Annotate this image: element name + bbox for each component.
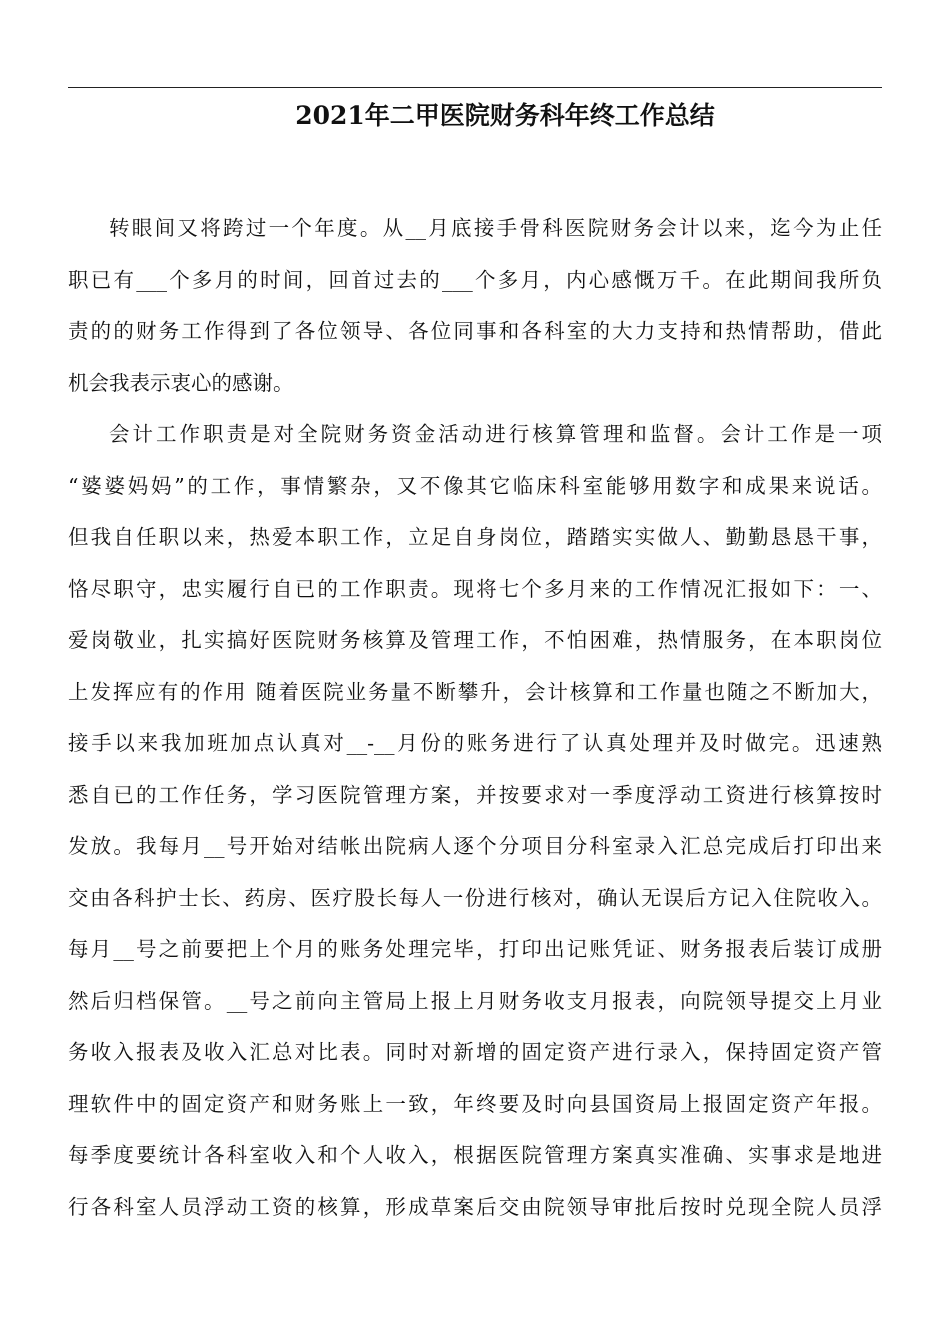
text-line: 但我自任职以来，热爱本职工作，立足自身岗位，踏踏实实做人、勤勤恳恳干事，	[68, 525, 882, 549]
text-line: 上发挥应有的作用 随着医院业务量不断攀升，会计核算和工作量也随之不断加大，	[68, 679, 882, 704]
text-line: 恪尽职守，忠实履行自已的工作职责。现将七个多月来的工作情况汇报如下：一、	[68, 576, 882, 601]
text-line: 接手以来我加班加点认真对__-__月份的账务进行了认真处理并及时做完。迅速熟	[68, 731, 882, 755]
text-line: 然后归档保管。__号之前向主管局上报上月财务收支月报表，向院领导提交上月业	[68, 988, 882, 1013]
document-title: 2021年二甲医院财务科年终工作总结	[295, 101, 715, 130]
text-line: 理软件中的固定资产和财务账上一致，年终要及时向县国资局上报固定资产年报。	[68, 1091, 882, 1116]
text-line: 每季度要统计各科室收入和个人收入，根据医院管理方案真实准确、实事求是地进	[68, 1143, 882, 1167]
text-line: 发放。我每月__号开始对结帐出院病人逐个分项目分科室录入汇总完成后打印出来	[68, 834, 882, 858]
text-line: 责的的财务工作得到了各位领导、各位同事和各科室的大力支持和热情帮助，借此	[68, 319, 882, 343]
header-rule	[68, 87, 882, 88]
text-line: 交由各科护士长、药房、医疗股长每人一份进行核对，确认无误后方记入住院收入。	[68, 885, 882, 910]
text-line: 悉自已的工作任务，学习医院管理方案，并按要求对一季度浮动工资进行核算按时	[68, 782, 882, 807]
text-line: 行各科室人员浮动工资的核算，形成草案后交由院领导审批后按时兑现全院人员浮	[68, 1194, 882, 1219]
document-body	[68, 210, 882, 1240]
text-line: “婆婆妈妈”的工作，事情繁杂，又不像其它临床科室能够用数字和成果来说话。	[68, 473, 882, 498]
text-line: 爱岗敬业，扎实搞好医院财务核算及管理工作，不怕困难，热情服务，在本职岗位	[68, 628, 882, 652]
text-line: 会计工作职责是对全院财务资金活动进行核算管理和监督。会计工作是一项	[109, 422, 882, 446]
text-line: 务收入报表及收入汇总对比表。同时对新增的固定资产进行录入，保持固定资产管	[68, 1040, 882, 1064]
text-line: 每月__号之前要把上个月的账务处理完毕，打印出记账凭证、财务报表后装订成册	[68, 937, 882, 961]
text-line: 转眼间又将跨过一个年度。从__月底接手骨科医院财务会计以来，迄今为止任	[109, 216, 882, 240]
text-line: 机会我表示衷心的感谢。	[68, 370, 294, 395]
text-line: 职已有___个多月的时间，回首过去的___个多月，内心感慨万千。在此期间我所负	[68, 267, 882, 292]
